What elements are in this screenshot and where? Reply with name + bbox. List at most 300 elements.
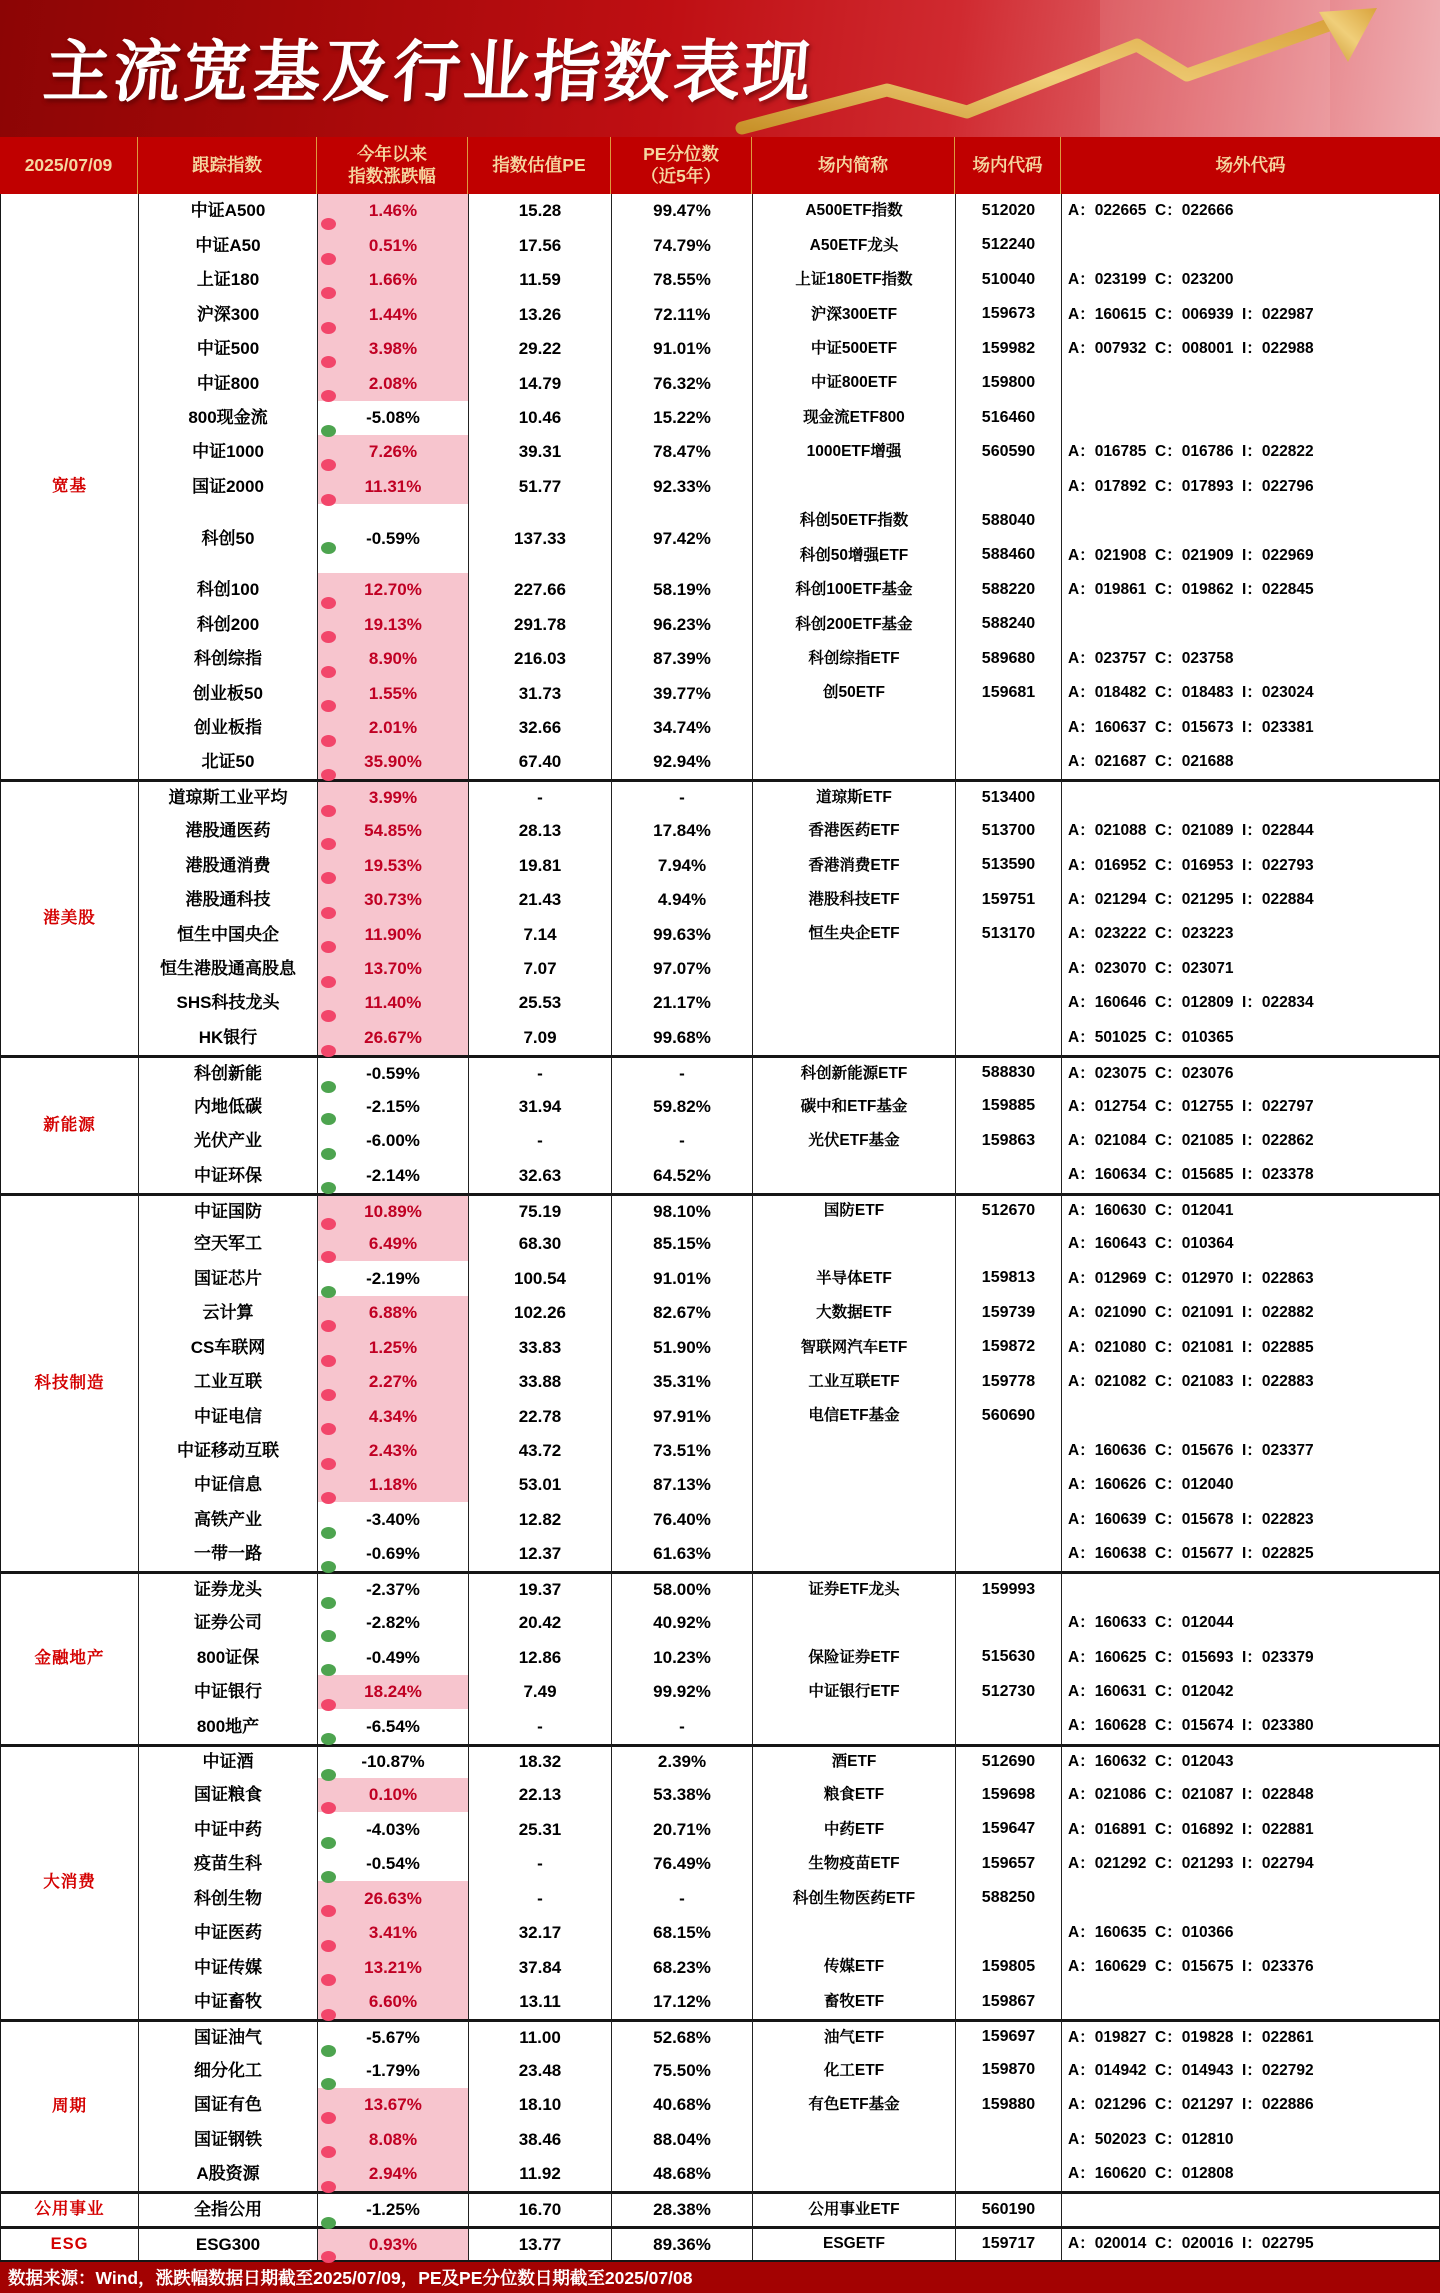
row-index-name: 科创新能 [139, 1055, 318, 1089]
row-etf-code [956, 1916, 1062, 1950]
row-etf-code: 512240 [956, 228, 1062, 262]
row-pe-value: 12.82 [469, 1502, 612, 1536]
row-change: -0.59% [318, 504, 469, 573]
row-pe-value: 16.70 [469, 2191, 612, 2225]
table-header [0, 137, 1440, 194]
row-otc-codes: A：020014 C：020016 I：022795 [1062, 2226, 1439, 2260]
up-dot-icon [321, 1320, 336, 1332]
row-pe-value: 7.49 [469, 1675, 612, 1709]
row-change: 1.44% [318, 297, 469, 331]
row-change: 13.21% [318, 1950, 469, 1984]
row-pe-percentile: 17.12% [612, 1985, 753, 2019]
row-index-name: 中证中药 [139, 1812, 318, 1846]
row-pe-value: - [469, 779, 612, 813]
row-etf-abbrev [753, 1227, 956, 1261]
up-dot-icon [321, 1458, 336, 1470]
row-index-name: 高铁产业 [139, 1502, 318, 1536]
row-otc-codes: A：160633 C：012044 [1068, 1614, 1234, 1632]
row-etf-code: 159880 [956, 2088, 1062, 2122]
header-change: 今年以来 指数涨跌幅 [317, 137, 468, 194]
row-change: -1.25% [318, 2191, 469, 2225]
up-dot-icon [321, 1045, 336, 1057]
row-pe-percentile: 17.84% [612, 814, 753, 848]
down-dot-icon [321, 2217, 336, 2229]
row-pe-value: 39.31 [469, 435, 612, 469]
row-pe-percentile: 92.33% [612, 469, 753, 503]
up-dot-icon [321, 1940, 336, 1952]
row-otc-codes: A：021080 C：021081 I：022885 [1068, 1338, 1314, 1356]
row-etf-code: 159867 [956, 1985, 1062, 2019]
row-index-name: 科创100 [139, 573, 318, 607]
row-otc-codes: A：018482 C：018483 I：023024 [1068, 684, 1314, 702]
row-index-name: ESG300 [139, 2226, 318, 2260]
category-label: 大消费 [1, 1744, 139, 2019]
row-index-name: 证券龙头 [139, 1571, 318, 1605]
row-index-name: 港股通消费 [139, 848, 318, 882]
row-etf-abbrev [753, 1916, 956, 1950]
row-etf-abbrev: 恒生央企ETF [753, 917, 956, 951]
row-etf-abbrev: 光伏ETF基金 [753, 1124, 956, 1158]
row-otc-codes: A：023199 C：023200 [1068, 271, 1234, 289]
row-otc-codes [1062, 1881, 1439, 1915]
row-etf-abbrev [753, 1606, 956, 1640]
row-pe-value: 31.94 [469, 1089, 612, 1123]
down-dot-icon [321, 1286, 336, 1298]
row-pe-percentile: 91.01% [612, 1261, 753, 1295]
down-dot-icon [321, 425, 336, 437]
row-etf-code: 588040 [956, 504, 1062, 538]
row-otc-codes: A：021086 C：021087 I：022848 [1068, 1786, 1314, 1804]
row-etf-abbrev: 1000ETF增强 [753, 435, 956, 469]
row-etf-abbrev: 电信ETF基金 [753, 1399, 956, 1433]
header-index: 跟踪指数 [138, 137, 317, 194]
row-otc-codes [1062, 401, 1439, 435]
row-index-name: 国证油气 [139, 2019, 318, 2053]
row-index-name: 中证500 [139, 332, 318, 366]
row-etf-abbrev: 上证180ETF指数 [753, 263, 956, 297]
row-etf-code [956, 952, 1062, 986]
category-label: 周期 [1, 2019, 139, 2191]
row-pe-value: 19.37 [469, 1571, 612, 1605]
row-etf-code: 513700 [956, 814, 1062, 848]
row-etf-abbrev [753, 711, 956, 745]
row-etf-code [956, 469, 1062, 503]
row-etf-abbrev: 酒ETF [753, 1744, 956, 1778]
row-otc-codes [1062, 1985, 1439, 2019]
row-change: 1.18% [318, 1468, 469, 1502]
row-change: 2.01% [318, 711, 469, 745]
row-change: -2.14% [318, 1158, 469, 1192]
row-pe-value: - [469, 1124, 612, 1158]
row-etf-code: 159870 [956, 2053, 1062, 2087]
down-dot-icon [321, 1081, 336, 1093]
row-otc-codes: A：160636 C：015676 I：023377 [1068, 1441, 1314, 1459]
row-change: -0.59% [318, 1055, 469, 1089]
row-pe-percentile: 61.63% [612, 1537, 753, 1571]
category-label: 宽基 [1, 194, 139, 779]
row-pe-percentile: 20.71% [612, 1812, 753, 1846]
row-etf-code [956, 711, 1062, 745]
row-etf-code [956, 2157, 1062, 2191]
row-change: -6.54% [318, 1709, 469, 1743]
row-otc-codes: A：019861 C：019862 I：022845 [1068, 581, 1314, 599]
row-etf-code: 512690 [956, 1744, 1062, 1778]
row-pe-percentile: 2.39% [612, 1744, 753, 1778]
row-pe-percentile: 68.15% [612, 1916, 753, 1950]
row-pe-value: 137.33 [469, 504, 612, 573]
row-etf-abbrev: 中证800ETF [753, 366, 956, 400]
row-otc-codes: A：017892 C：017893 I：022796 [1068, 477, 1314, 495]
row-index-name: 道琼斯工业平均 [139, 779, 318, 813]
row-change: -2.82% [318, 1606, 469, 1640]
row-otc-codes: A：160631 C：012042 [1068, 1682, 1234, 1700]
row-otc-codes: A：160646 C：012809 I：022834 [1068, 994, 1314, 1012]
row-otc-codes [1062, 1571, 1439, 1605]
row-pe-percentile: 87.39% [612, 642, 753, 676]
category-label: 金融地产 [1, 1571, 139, 1743]
row-change: 7.26% [318, 435, 469, 469]
category-label: 新能源 [1, 1055, 139, 1193]
row-change: 11.40% [318, 986, 469, 1020]
row-pe-percentile: 99.68% [612, 1020, 753, 1054]
down-dot-icon [321, 1630, 336, 1642]
row-pe-value: 100.54 [469, 1261, 612, 1295]
row-etf-code: 159657 [956, 1847, 1062, 1881]
row-otc-codes: A：016891 C：016892 I：022881 [1068, 1820, 1314, 1838]
row-pe-value: - [469, 1847, 612, 1881]
row-change: 8.90% [318, 642, 469, 676]
row-etf-abbrev: 证券ETF龙头 [753, 1571, 956, 1605]
row-change: -3.40% [318, 1502, 469, 1536]
row-pe-value: 7.09 [469, 1020, 612, 1054]
row-etf-abbrev [753, 2157, 956, 2191]
row-etf-code: 588220 [956, 573, 1062, 607]
row-change: 54.85% [318, 814, 469, 848]
row-etf-code [956, 1537, 1062, 1571]
row-etf-abbrev: ESGETF [753, 2226, 956, 2260]
row-etf-abbrev: 国防ETF [753, 1193, 956, 1227]
row-change: -2.37% [318, 1571, 469, 1605]
row-etf-code: 159717 [956, 2226, 1062, 2260]
row-change: 13.67% [318, 2088, 469, 2122]
row-etf-code: 159813 [956, 1261, 1062, 1295]
row-pe-percentile: 99.47% [612, 194, 753, 228]
row-etf-abbrev: 碳中和ETF基金 [753, 1089, 956, 1123]
row-change: -1.79% [318, 2053, 469, 2087]
row-otc-codes: A：019827 C：019828 I：022861 [1062, 2019, 1439, 2053]
row-etf-code: 560690 [956, 1399, 1062, 1433]
row-change: 2.27% [318, 1365, 469, 1399]
row-index-name: HK银行 [139, 1020, 318, 1054]
row-etf-code [956, 1434, 1062, 1468]
row-pe-percentile: 21.17% [612, 986, 753, 1020]
up-dot-icon [321, 287, 336, 299]
row-pe-value: 25.53 [469, 986, 612, 1020]
row-pe-percentile: 48.68% [612, 2157, 753, 2191]
row-pe-percentile: 97.07% [612, 952, 753, 986]
row-otc-codes [1062, 504, 1439, 538]
row-index-name: 上证180 [139, 263, 318, 297]
row-pe-percentile: 76.49% [612, 1847, 753, 1881]
row-etf-code: 159872 [956, 1330, 1062, 1364]
up-dot-icon [321, 976, 336, 988]
row-pe-percentile: 28.38% [612, 2191, 753, 2225]
row-etf-abbrev: 沪深300ETF [753, 297, 956, 331]
row-otc-codes: A：021088 C：021089 I：022844 [1068, 822, 1314, 840]
row-index-name: 科创200 [139, 607, 318, 641]
row-pe-value: 68.30 [469, 1227, 612, 1261]
up-dot-icon [321, 356, 336, 368]
row-pe-percentile: 52.68% [612, 2019, 753, 2053]
row-etf-code [956, 1606, 1062, 1640]
row-otc-codes: A：021090 C：021091 I：022882 [1068, 1304, 1314, 1322]
row-etf-abbrev: 中药ETF [753, 1812, 956, 1846]
up-dot-icon [321, 805, 336, 817]
row-pe-percentile: - [612, 1881, 753, 1915]
row-pe-value: 15.28 [469, 194, 612, 228]
row-etf-abbrev: A500ETF指数 [753, 194, 956, 228]
row-index-name: 科创生物 [139, 1881, 318, 1915]
row-otc-codes: A：160639 C：015678 I：022823 [1068, 1510, 1314, 1528]
row-etf-code [956, 2122, 1062, 2156]
row-index-name: 800地产 [139, 1709, 318, 1743]
row-pe-value: 33.83 [469, 1330, 612, 1364]
page-title: 主流宽基及行业指数表现 [40, 34, 817, 110]
row-etf-abbrev [753, 1468, 956, 1502]
row-otc-codes: A：021082 C：021083 I：022883 [1068, 1373, 1314, 1391]
row-pe-value: 227.66 [469, 573, 612, 607]
up-dot-icon [321, 907, 336, 919]
row-otc-codes: A：160630 C：012041 [1062, 1193, 1439, 1227]
row-pe-value: 216.03 [469, 642, 612, 676]
row-etf-abbrev [753, 745, 956, 779]
row-pe-value: 75.19 [469, 1193, 612, 1227]
row-etf-abbrev [753, 952, 956, 986]
row-etf-abbrev [753, 1020, 956, 1054]
row-pe-value: - [469, 1055, 612, 1089]
row-index-name: 证券公司 [139, 1606, 318, 1640]
down-dot-icon [321, 1597, 336, 1609]
row-pe-value: 17.56 [469, 228, 612, 262]
up-dot-icon [321, 2251, 336, 2263]
row-change: -2.15% [318, 1089, 469, 1123]
row-etf-code: 159993 [956, 1571, 1062, 1605]
row-pe-percentile: 78.55% [612, 263, 753, 297]
row-pe-percentile: 64.52% [612, 1158, 753, 1192]
row-pe-value: 11.59 [469, 263, 612, 297]
category-label: ESG [1, 2226, 139, 2260]
row-index-name: 恒生港股通高股息 [139, 952, 318, 986]
row-change: 19.53% [318, 848, 469, 882]
row-etf-abbrev: 港股科技ETF [753, 883, 956, 917]
table-body [0, 194, 1440, 2262]
title-band [0, 0, 1440, 137]
row-change: -5.67% [318, 2019, 469, 2053]
row-etf-abbrev: 香港医药ETF [753, 814, 956, 848]
row-otc-codes: A：160637 C：015673 I：023381 [1068, 718, 1314, 736]
row-otc-codes: A：007932 C：008001 I：022988 [1068, 340, 1314, 358]
row-etf-abbrev: 现金流ETF800 [753, 401, 956, 435]
row-change: 1.55% [318, 676, 469, 710]
row-change: 8.08% [318, 2122, 469, 2156]
row-etf-code: 588250 [956, 1881, 1062, 1915]
up-dot-icon [321, 494, 336, 506]
row-change: 0.10% [318, 1778, 469, 1812]
row-change: -0.69% [318, 1537, 469, 1571]
row-pe-value: 291.78 [469, 607, 612, 641]
row-index-name: 一带一路 [139, 1537, 318, 1571]
row-otc-codes: A：014942 C：014943 I：022792 [1068, 2061, 1314, 2079]
row-pe-value: 51.77 [469, 469, 612, 503]
row-otc-codes: A：160620 C：012808 [1068, 2165, 1234, 2182]
row-etf-code: 159698 [956, 1778, 1062, 1812]
row-index-name: 中证畜牧 [139, 1985, 318, 2019]
row-pe-value: 43.72 [469, 1434, 612, 1468]
row-index-name: 国证粮食 [139, 1778, 318, 1812]
row-etf-abbrev: 传媒ETF [753, 1950, 956, 1984]
header-date: 2025/07/09 [0, 137, 138, 194]
row-pe-percentile: 40.92% [612, 1606, 753, 1640]
row-index-name: 港股通医药 [139, 814, 318, 848]
row-pe-percentile: 89.36% [612, 2226, 753, 2260]
row-pe-value: 22.13 [469, 1778, 612, 1812]
row-index-name: 国证钢铁 [139, 2122, 318, 2156]
row-pe-value: 7.07 [469, 952, 612, 986]
row-pe-percentile: 97.42% [612, 504, 753, 573]
row-etf-code: 560190 [956, 2191, 1062, 2225]
row-change: -5.08% [318, 401, 469, 435]
row-etf-abbrev [753, 2122, 956, 2156]
row-pe-value: 14.79 [469, 366, 612, 400]
row-otc-codes: A：160626 C：012040 [1068, 1476, 1234, 1494]
row-change: 35.90% [318, 745, 469, 779]
row-index-name: 北证50 [139, 745, 318, 779]
row-change: 6.49% [318, 1227, 469, 1261]
row-pe-percentile: 99.92% [612, 1675, 753, 1709]
row-etf-abbrev: 科创综指ETF [753, 642, 956, 676]
row-etf-code: 588240 [956, 607, 1062, 641]
row-otc-codes: A：023070 C：023071 [1068, 959, 1234, 977]
row-pe-percentile: 72.11% [612, 297, 753, 331]
row-index-name: 中证移动互联 [139, 1434, 318, 1468]
row-pe-percentile: 53.38% [612, 1778, 753, 1812]
row-otc-codes: A：160629 C：015675 I：023376 [1068, 1958, 1314, 1976]
row-etf-code: 159751 [956, 883, 1062, 917]
row-otc-codes [1062, 779, 1439, 813]
row-pe-value: 22.78 [469, 1399, 612, 1433]
footer-source-text: 数据来源：Wind，涨跌幅数据日期截至2025/07/09，PE及PE分位数日期截至2025/07/08 [8, 2268, 693, 2288]
row-index-name: SHS科技龙头 [139, 986, 318, 1020]
row-pe-value: 33.88 [469, 1365, 612, 1399]
row-etf-abbrev: 公用事业ETF [753, 2191, 956, 2225]
row-otc-codes: A：160643 C：010364 [1068, 1235, 1234, 1253]
row-etf-code [956, 986, 1062, 1020]
row-index-name: 云计算 [139, 1296, 318, 1330]
row-pe-value: - [469, 1881, 612, 1915]
row-pe-value: 10.46 [469, 401, 612, 435]
down-dot-icon [321, 2078, 336, 2090]
row-pe-percentile: 74.79% [612, 228, 753, 262]
row-index-name: 港股通科技 [139, 883, 318, 917]
row-index-name: 中证医药 [139, 1916, 318, 1950]
row-index-name: 细分化工 [139, 2053, 318, 2087]
row-otc-codes: A：021292 C：021293 I：022794 [1068, 1855, 1314, 1873]
header-abbrev: 场内简称 [752, 137, 955, 194]
row-otc-codes: A：021687 C：021688 [1068, 753, 1234, 771]
row-pe-percentile: 35.31% [612, 1365, 753, 1399]
row-pe-value: 67.40 [469, 745, 612, 779]
row-pe-percentile: 87.13% [612, 1468, 753, 1502]
row-index-name: 中证传媒 [139, 1950, 318, 1984]
category-label: 科技制造 [1, 1193, 139, 1572]
row-pe-percentile: 58.19% [612, 573, 753, 607]
row-pe-percentile: 88.04% [612, 2122, 753, 2156]
row-etf-code: 589680 [956, 642, 1062, 676]
header-pe: 指数估值PE [468, 137, 611, 194]
row-change: 0.93% [318, 2226, 469, 2260]
row-pe-percentile: 78.47% [612, 435, 753, 469]
row-index-name: 创业板50 [139, 676, 318, 710]
category-label: 港美股 [1, 779, 139, 1054]
row-index-name: CS车联网 [139, 1330, 318, 1364]
row-index-name: 中证银行 [139, 1675, 318, 1709]
row-change: 11.90% [318, 917, 469, 951]
row-change: -0.54% [318, 1847, 469, 1881]
row-change: 6.60% [318, 1985, 469, 2019]
row-change: 0.51% [318, 228, 469, 262]
row-etf-code: 159673 [956, 297, 1062, 331]
up-dot-icon [321, 838, 336, 850]
row-index-name: 科创50 [139, 504, 318, 573]
row-etf-code: 515630 [956, 1640, 1062, 1674]
row-otc-codes: A：160615 C：006939 I：022987 [1068, 305, 1314, 323]
row-change: 30.73% [318, 883, 469, 917]
row-pe-percentile: 91.01% [612, 332, 753, 366]
row-index-name: 中证国防 [139, 1193, 318, 1227]
row-etf-code: 588460 [956, 538, 1062, 572]
row-etf-abbrev: 畜牧ETF [753, 1985, 956, 2019]
row-pe-percentile: 68.23% [612, 1950, 753, 1984]
row-etf-abbrev [753, 1709, 956, 1743]
row-change: 3.99% [318, 779, 469, 813]
row-etf-abbrev: 半导体ETF [753, 1261, 956, 1295]
row-etf-code: 159885 [956, 1089, 1062, 1123]
up-dot-icon [321, 2112, 336, 2124]
row-etf-code: 159697 [956, 2019, 1062, 2053]
row-etf-abbrev: 道琼斯ETF [753, 779, 956, 813]
row-change: 4.34% [318, 1399, 469, 1433]
row-index-name: 创业板指 [139, 711, 318, 745]
row-change: 12.70% [318, 573, 469, 607]
down-dot-icon [321, 1527, 336, 1539]
row-index-name: 中证电信 [139, 1399, 318, 1433]
row-pe-value: 19.81 [469, 848, 612, 882]
row-etf-abbrev: 保险证券ETF [753, 1640, 956, 1674]
row-pe-percentile: - [612, 1055, 753, 1089]
up-dot-icon [321, 253, 336, 265]
row-index-name: 沪深300 [139, 297, 318, 331]
row-pe-value: 13.77 [469, 2226, 612, 2260]
row-etf-abbrev: 有色ETF基金 [753, 2088, 956, 2122]
row-change: 19.13% [318, 607, 469, 641]
row-otc-codes: A：160634 C：015685 I：023378 [1068, 1166, 1314, 1184]
row-pe-value: 7.14 [469, 917, 612, 951]
row-pe-percentile: 82.67% [612, 1296, 753, 1330]
row-otc-codes: A：501025 C：010365 [1068, 1028, 1234, 1046]
row-otc-codes: A：016952 C：016953 I：022793 [1068, 856, 1314, 874]
category-label: 公用事业 [1, 2191, 139, 2225]
row-etf-abbrev: 工业互联ETF [753, 1365, 956, 1399]
